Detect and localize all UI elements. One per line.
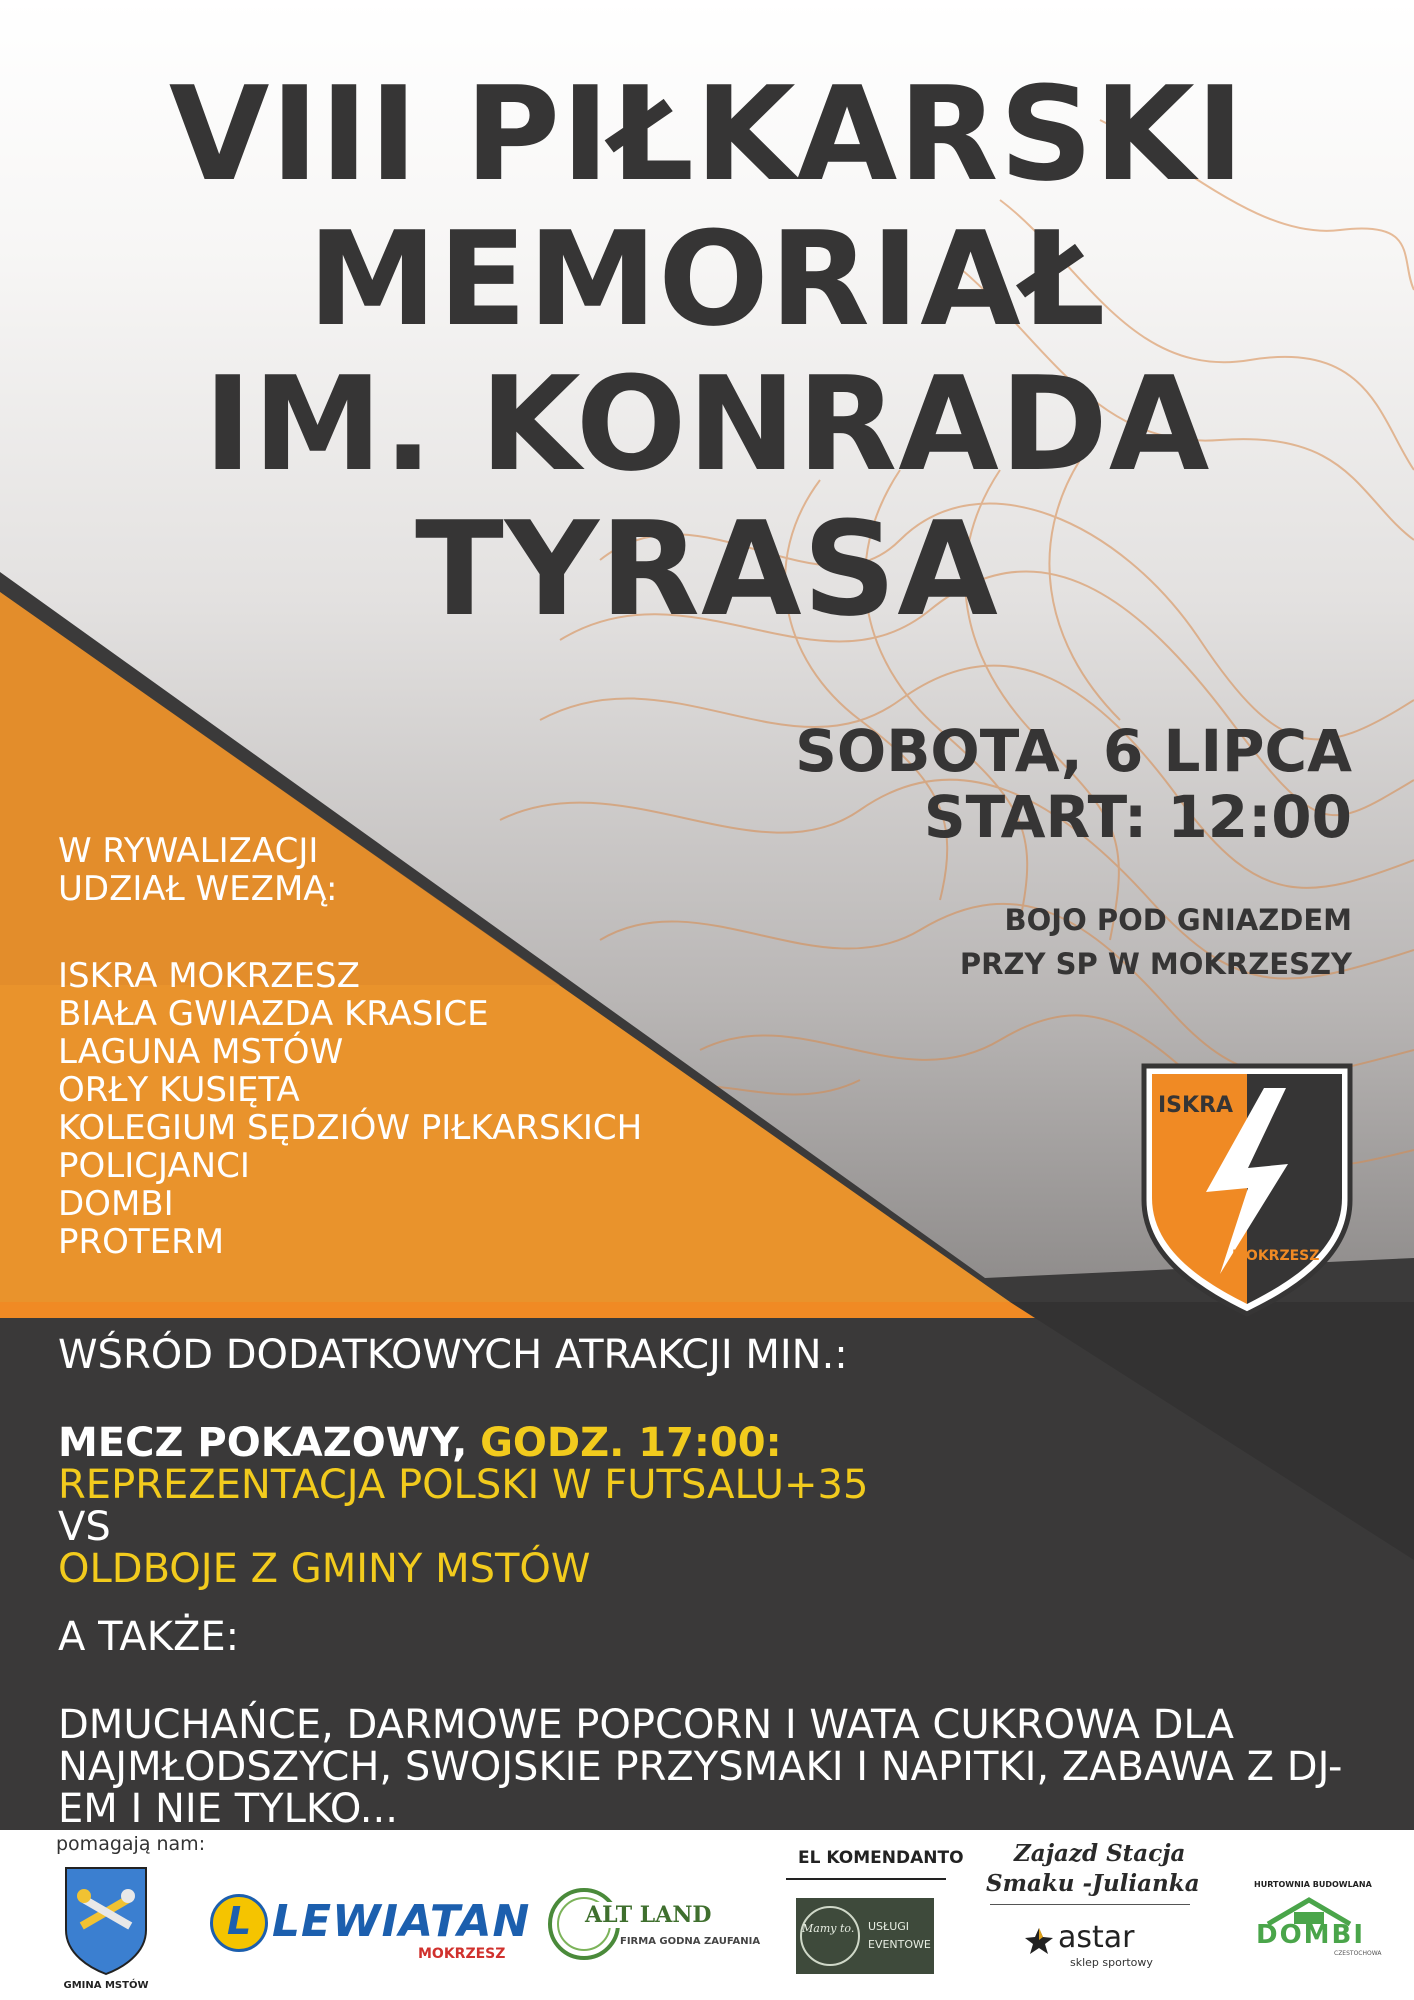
- sponsor-el-komendanto: [782, 1848, 964, 1988]
- exhibition-match-time: GODZ. 17:00:: [480, 1420, 782, 1466]
- astar-name: astar: [1058, 1920, 1135, 1955]
- venue-line-2: PRZY SP W MOKRZESZY: [959, 947, 1352, 981]
- event-title: [0, 58, 1414, 645]
- dombi-name: DOMBI: [1256, 1920, 1366, 1950]
- match-team-2: OLDBOJE Z GMINY MSTÓW: [58, 1546, 591, 1592]
- title-line-3: IM. KONRADA: [203, 348, 1211, 500]
- venue-line-1: BOJO POD GNIAZDEM: [1004, 903, 1352, 937]
- team-item: LAGUNA MSTÓW: [58, 1032, 344, 1072]
- extras-text: DMUCHAŃCE, DARMOWE POPCORN I WATA CUKROWA DLA NAJMŁODSZYCH, SWOJSKIE PRZYSMAKI I NAPITKI, ZABAWA Z DJ-EM I NIE TYLKO...: [58, 1702, 1343, 1830]
- team-item: ISKRA MOKRZESZ: [58, 956, 360, 996]
- astar-tagline: sklep sportowy: [1070, 1956, 1153, 1969]
- event-start-time: START: 12:00: [923, 783, 1352, 851]
- zajazd-line-1: Zajazd Stacja: [1014, 1840, 1186, 1867]
- attractions-heading: WŚRÓD DODATKOWYCH ATRAKCJI MIN.:: [58, 1332, 848, 1378]
- team-item: PROTERM: [58, 1222, 225, 1262]
- sponsor-lewiatan: [210, 1894, 531, 1964]
- dombi-city: CZESTOCHOWA: [1334, 1950, 1382, 1957]
- komendanto-name: EL KOMENDANTO: [798, 1848, 964, 1868]
- participants-heading-2: UDZIAŁ WEZMĄ:: [58, 869, 338, 909]
- team-item: ORŁY KUSIĘTA: [58, 1070, 300, 1110]
- lewiatan-location: MOKRZESZ: [418, 1946, 506, 1962]
- sponsors-label: pomagają nam:: [56, 1833, 206, 1855]
- match-team-1: REPREZENTACJA POLSKI W FUTSALU+35: [58, 1462, 869, 1508]
- komendanto-divider: [786, 1878, 946, 1880]
- mamy-to-text: Mamy to.: [802, 1922, 855, 1935]
- title-line-4: TYRASA: [415, 493, 999, 645]
- sponsor-alt-land: [542, 1884, 761, 1964]
- lewiatan-logo-icon: L: [210, 1894, 268, 1952]
- sponsor-gmina-mstow: [60, 1864, 152, 1996]
- participants-list: [58, 832, 642, 1261]
- dombi-tagline: HURTOWNIA BUDOWLANA: [1254, 1880, 1372, 1889]
- team-item: KOLEGIUM SĘDZIÓW PIŁKARSKICH: [58, 1108, 643, 1148]
- astar-star-icon: [1024, 1926, 1054, 1956]
- event-date: SOBOTA, 6 LIPCA: [795, 717, 1352, 785]
- attractions-section: [58, 1334, 1378, 1830]
- zajazd-line-2: Smaku -Julianka: [986, 1870, 1200, 1897]
- crest-top-text: ISKRA: [1158, 1093, 1234, 1118]
- also-heading: A TAKŻE:: [58, 1614, 240, 1660]
- uslugi-line-2: EVENTOWE: [868, 1938, 931, 1951]
- title-line-1: VIII PIŁKARSKI: [168, 58, 1246, 210]
- crest-bottom-text: MOKRZESZ: [1232, 1248, 1320, 1264]
- alt-land-tagline: FIRMA GODNA ZAUFANIA: [620, 1936, 761, 1947]
- alt-land-name: ALT LAND: [582, 1902, 715, 1928]
- match-vs: VS: [58, 1504, 111, 1550]
- mamy-to-badge: [796, 1898, 934, 1974]
- mamy-to-circle: [800, 1906, 860, 1966]
- sponsor-zajazd-astar: [978, 1840, 1218, 1990]
- exhibition-match-label: MECZ POKAZOWY,: [58, 1420, 468, 1466]
- venue-block: [960, 898, 1352, 986]
- zajazd-divider: [990, 1904, 1190, 1905]
- team-item: DOMBI: [58, 1184, 174, 1224]
- team-item: POLICJANCI: [58, 1146, 250, 1186]
- gmina-coat-of-arms-icon: [60, 1864, 152, 1976]
- date-block: [795, 718, 1352, 850]
- gmina-label: GMINA MSTÓW: [63, 1980, 149, 1991]
- participants-heading-1: W RYWALIZACJI: [58, 831, 319, 871]
- title-line-2: MEMORIAŁ: [307, 203, 1107, 355]
- uslugi-line-1: USŁUGI: [868, 1920, 910, 1933]
- team-item: BIAŁA GWIAZDA KRASICE: [58, 994, 489, 1034]
- iskra-club-crest: [1136, 1060, 1358, 1320]
- sponsor-dombi: [1246, 1880, 1382, 1960]
- lewiatan-name: LEWIATAN: [272, 1896, 531, 1947]
